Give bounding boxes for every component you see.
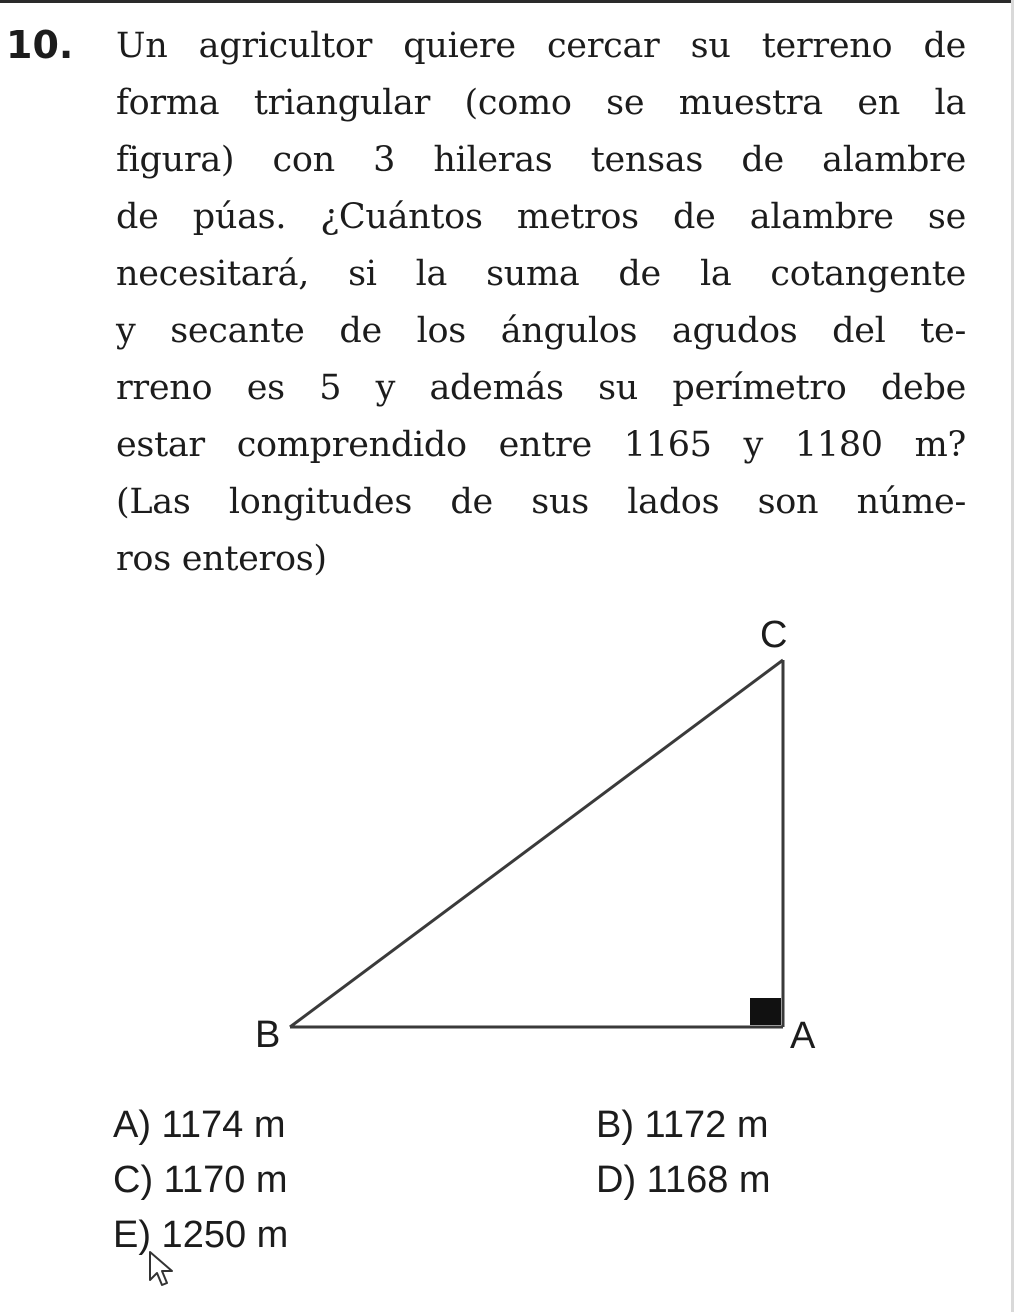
question-line: ros enteros) (116, 539, 327, 579)
option-e[interactable]: E) 1250 m (113, 1214, 289, 1256)
vertex-label-b: B (255, 1014, 281, 1056)
option-a[interactable]: A) 1174 m (113, 1104, 286, 1146)
option-d[interactable]: D) 1168 m (596, 1159, 771, 1201)
question-line: (Las longitudes de sus lados son núme- (116, 482, 966, 522)
mouse-pointer-icon (148, 1250, 180, 1290)
side-bc (290, 660, 783, 1027)
right-angle-mark (750, 998, 781, 1025)
vertex-label-a: A (790, 1015, 816, 1057)
option-c[interactable]: C) 1170 m (113, 1159, 288, 1201)
question-line: estar comprendido entre 1165 y 1180 m? (116, 425, 966, 465)
question-line: de púas. ¿Cuántos metros de alambre se (116, 197, 966, 237)
question-line: Un agricultor quiere cercar su terreno de (116, 26, 966, 66)
question-line: rreno es 5 y además su perímetro debe (116, 368, 966, 408)
option-b[interactable]: B) 1172 m (596, 1104, 769, 1146)
question-line: y secante de los ángulos agudos del te- (116, 311, 966, 351)
question-number: 10. (6, 23, 74, 67)
question-line: figura) con 3 hileras tensas de alambre (116, 140, 966, 180)
question-line: necesitará, si la suma de la cotangente (116, 254, 966, 294)
vertex-label-c: C (760, 614, 788, 656)
question-line: forma triangular (como se muestra en la (116, 83, 966, 123)
